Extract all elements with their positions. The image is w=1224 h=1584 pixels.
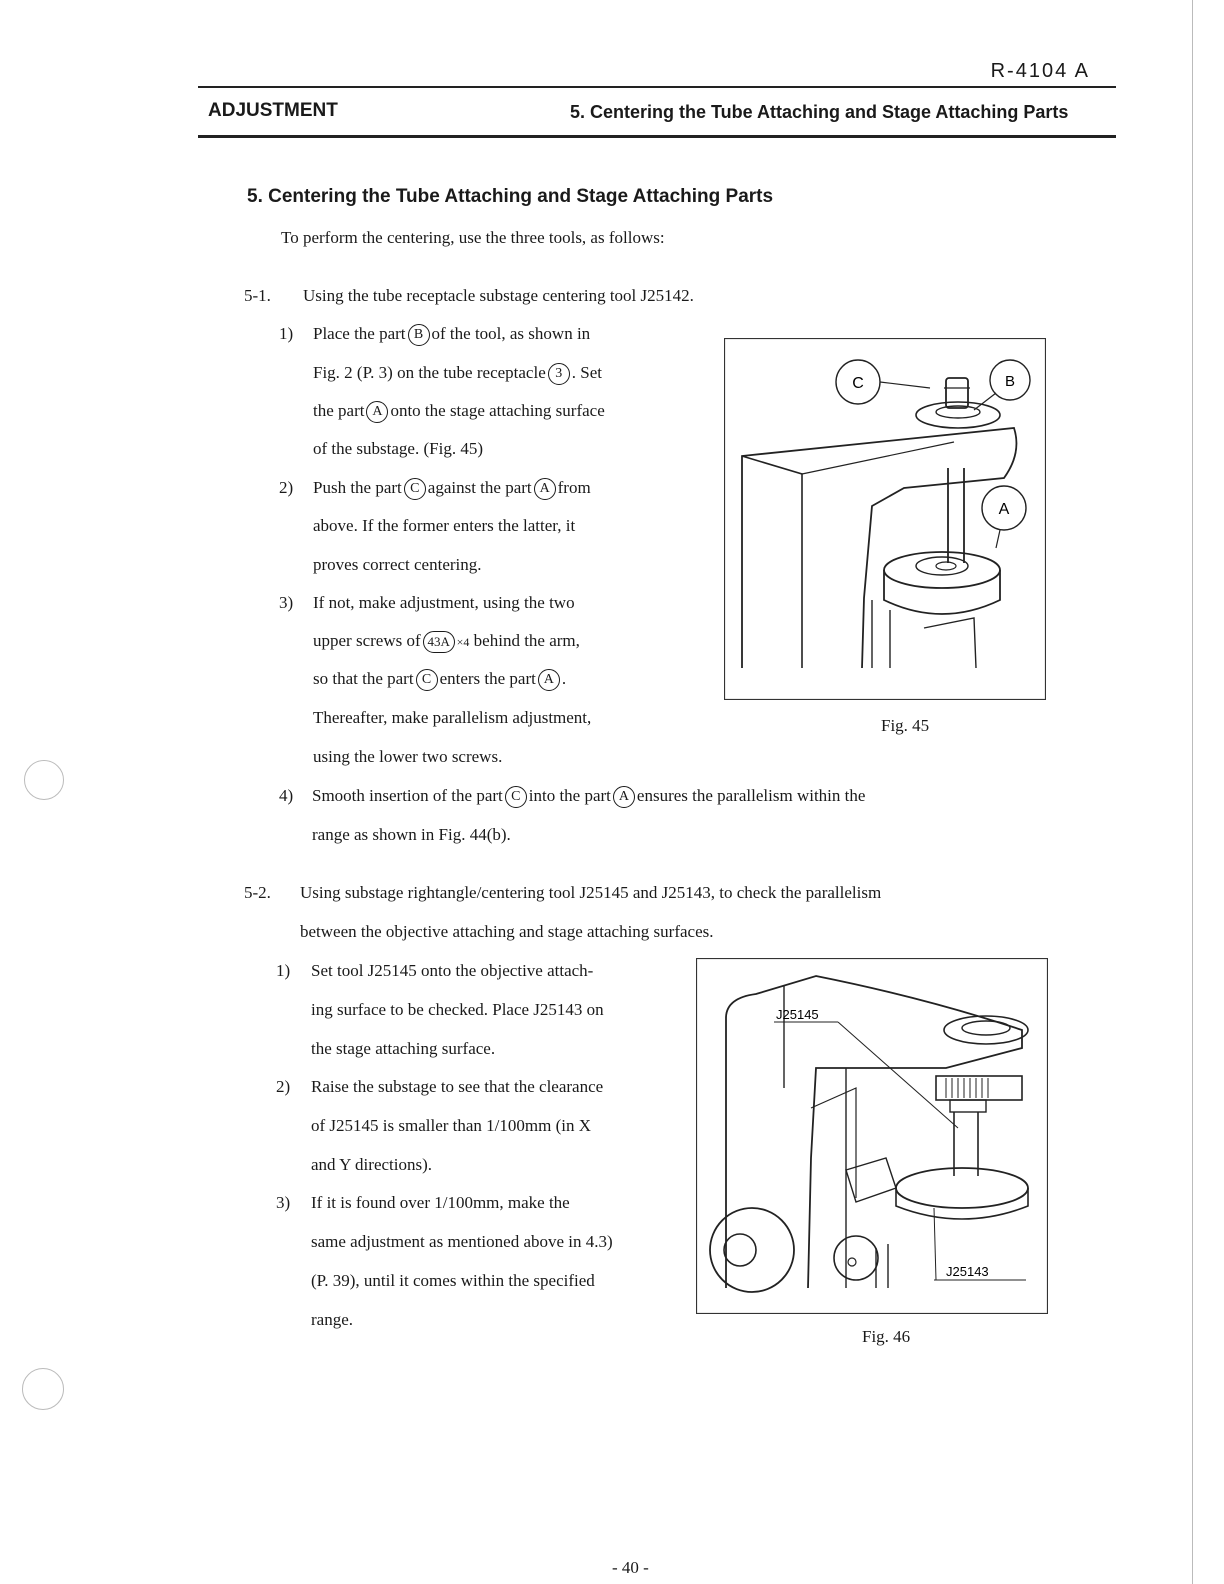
binder-hole (22, 1368, 64, 1410)
binder-hole (24, 760, 64, 800)
screw-43a-marker: 43A (423, 631, 455, 653)
fig45-label-b: B (1004, 373, 1016, 390)
figure-45-caption: Fig. 45 (881, 716, 930, 735)
step-line: Set tool J25145 onto the objective attach- (311, 961, 594, 980)
step-line: Smooth insertion of the part C into the part A ensures the parallelism within the (312, 786, 865, 808)
step-line: Push the part C against the part A from (313, 478, 591, 500)
part-a-marker: A (534, 478, 556, 500)
scan-edge-line (1192, 0, 1193, 1584)
step-number: 1) (279, 324, 294, 343)
header-chapter-title: 5. Centering the Tube Attaching and Stage Attaching Parts (570, 102, 1069, 122)
step-line: range. (311, 1310, 354, 1329)
step-number: 3) (276, 1193, 291, 1212)
step-line: of J25145 is smaller than 1/100mm (in X (311, 1116, 592, 1135)
fig45-label-c: C (852, 375, 864, 392)
step-line: the stage attaching surface. (311, 1039, 496, 1058)
step-line: so that the part C enters the part A . (313, 669, 566, 691)
part-a-marker: A (366, 401, 388, 423)
figure-46-illustration (696, 958, 1048, 1314)
step-line: above. If the former enters the latter, it (313, 516, 576, 535)
step-line: If not, make adjustment, using the two (313, 593, 575, 612)
step-line: and Y directions). (311, 1155, 433, 1174)
part-c-marker: C (505, 786, 527, 808)
step-number: 3) (279, 593, 294, 612)
fig45-label-a: A (998, 501, 1010, 518)
document-number: R-4104 A (990, 60, 1090, 82)
step-line: the part A onto the stage attaching surface (313, 401, 605, 423)
figure-45-illustration (724, 338, 1046, 700)
fig46-label-j25145: J25145 (776, 1007, 819, 1022)
header-top-rule (198, 86, 1116, 88)
step-line: If it is found over 1/100mm, make the (311, 1193, 570, 1212)
subsection-number: 5-2. (244, 883, 271, 902)
step-number: 1) (276, 961, 291, 980)
step-line: Fig. 2 (P. 3) on the tube receptacle 3 . Set (313, 363, 602, 385)
step-line: Thereafter, make parallelism adjustment, (313, 708, 592, 727)
part-a-marker: A (613, 786, 635, 808)
step-line: Raise the substage to see that the clearance (311, 1077, 604, 1096)
step-number: 2) (279, 478, 294, 497)
step-line: using the lower two screws. (313, 747, 503, 766)
part-c-marker: C (404, 478, 426, 500)
step-line: of the substage. (Fig. 45) (313, 439, 483, 458)
step-line: ing surface to be checked. Place J25143 on (311, 1000, 604, 1019)
step-line: range as shown in Fig. 44(b). (312, 825, 511, 844)
header-section-label: ADJUSTMENT (208, 100, 338, 121)
subsection-title-cont: between the objective attaching and stage attaching surfaces. (300, 922, 714, 941)
part-3-marker: 3 (548, 363, 570, 385)
step-line: upper screws of 43A ×4 behind the arm, (313, 631, 580, 653)
subsection-title: Using the tube receptacle substage centering tool J25142. (303, 286, 694, 305)
part-b-marker: B (408, 324, 430, 346)
page-number: - 40 - (612, 1558, 649, 1577)
step-line: (P. 39), until it comes within the specified (311, 1271, 595, 1290)
fig46-label-j25143: J25143 (946, 1264, 989, 1279)
step-line: Place the part B of the tool, as shown in (313, 324, 590, 346)
header-bottom-rule (198, 135, 1116, 138)
step-number: 2) (276, 1077, 291, 1096)
section-title: 5. Centering the Tube Attaching and Stage Attaching Parts (247, 186, 774, 207)
figure-46-caption: Fig. 46 (862, 1327, 911, 1346)
part-a-marker: A (538, 669, 560, 691)
step-line: same adjustment as mentioned above in 4.3) (311, 1232, 613, 1251)
part-c-marker: C (416, 669, 438, 691)
subsection-number: 5-1. (244, 286, 271, 305)
subsection-title: Using substage rightangle/centering tool J25145 and J25143, to check the parallelism (300, 883, 882, 902)
step-line: proves correct centering. (313, 555, 482, 574)
step-number: 4) (279, 786, 294, 805)
section-intro: To perform the centering, use the three tools, as follows: (281, 228, 665, 247)
